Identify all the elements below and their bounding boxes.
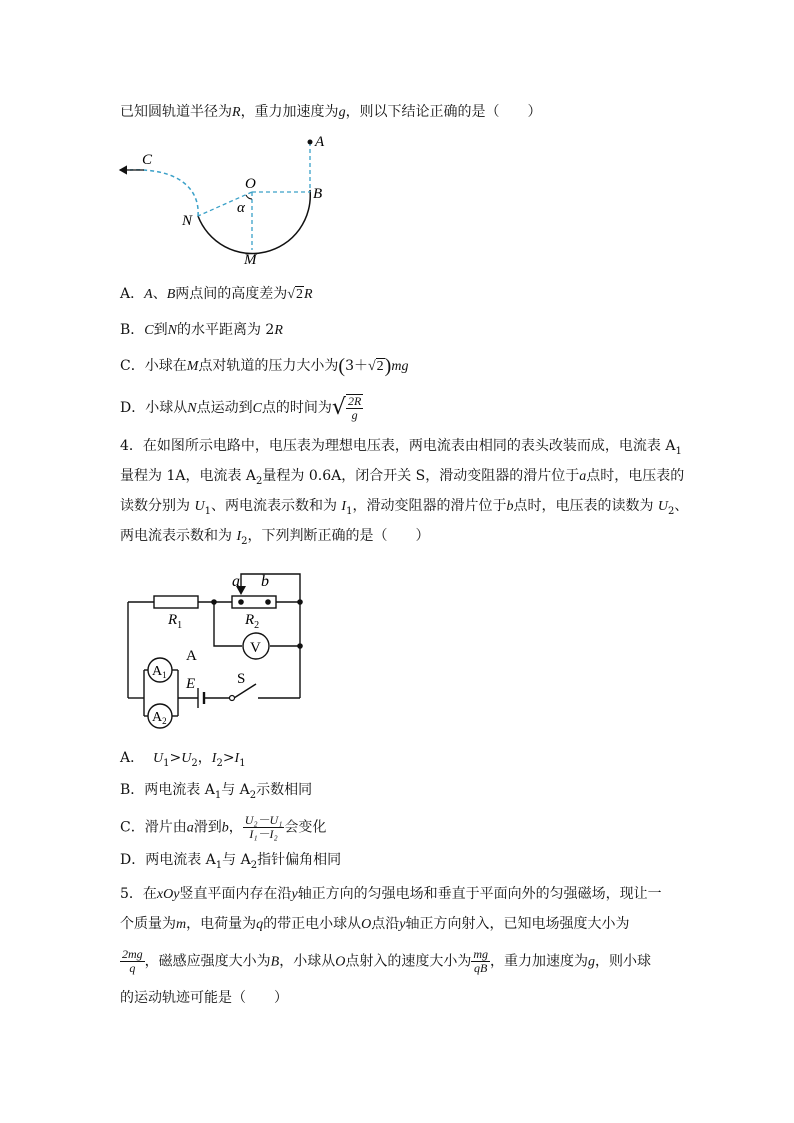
denominator: g — [351, 408, 358, 422]
q4-option-a[interactable] — [120, 748, 246, 774]
var-R: R — [303, 287, 313, 302]
numerator: 2R — [347, 394, 362, 408]
text: 点的时间为 — [261, 400, 332, 416]
text: 与 A — [222, 852, 251, 868]
q5-line-1 — [120, 884, 662, 905]
text: A — [144, 287, 153, 302]
var-R: R — [274, 323, 283, 338]
label-b: b — [261, 573, 269, 590]
q5-line-4 — [120, 988, 288, 1008]
fraction — [471, 948, 490, 975]
text: N — [187, 401, 197, 416]
text: 读数分别为 — [120, 498, 195, 514]
label-V: V — [250, 640, 261, 656]
q5-line-3 — [120, 948, 651, 975]
numerator: 2mg — [122, 947, 143, 961]
junction — [297, 599, 303, 605]
label-A: A — [315, 134, 325, 150]
var-xOy: xOy — [156, 887, 180, 902]
slider-a-dot — [238, 599, 244, 605]
junction — [297, 643, 303, 649]
text: 示数相同 — [256, 782, 313, 798]
text: 轴正方向的匀强电场和垂直于平面向外的匀强磁场，现让一 — [297, 886, 662, 902]
denominator: I₁－I₂ — [249, 827, 278, 841]
text: 滑到 — [193, 819, 222, 836]
q4-option-b[interactable] — [120, 780, 312, 806]
q3-option-c[interactable] — [120, 356, 408, 377]
text: ，下列判断正确的是（ ） — [247, 528, 430, 544]
text: 点射入的速度大小为 — [345, 953, 472, 970]
subscript: 1 — [675, 445, 682, 457]
q4-line-4 — [120, 526, 430, 552]
var-g: g — [588, 954, 596, 970]
fraction — [243, 814, 285, 841]
numerator: mg — [473, 947, 489, 961]
sqrt-expression: √2 — [367, 359, 384, 374]
text: 的水平距离为 2 — [176, 322, 275, 338]
label-A2-sub: 2 — [162, 716, 167, 726]
paren: ) — [384, 355, 392, 377]
text: ， — [197, 750, 212, 766]
var-B: B — [270, 954, 280, 970]
label-alpha: α — [237, 200, 245, 216]
text: 点沿 — [371, 916, 400, 932]
q3-option-b[interactable] — [120, 320, 283, 341]
text: 的运动轨迹可能是（ ） — [120, 990, 288, 1006]
text: 的带正电小球从 — [263, 916, 362, 932]
text: 轴正方向射入，已知电场强度大小为 — [405, 916, 630, 932]
sqrt-expression: √2 — [287, 287, 303, 302]
var-g: g — [338, 105, 346, 120]
point-A — [308, 140, 313, 145]
text: ，则小球 — [595, 953, 652, 970]
var-O: O — [335, 954, 346, 970]
q4-line-3 — [120, 496, 688, 522]
subscript: 2 — [668, 505, 675, 517]
option-letter: C． — [120, 819, 145, 836]
paren: ( — [338, 355, 346, 377]
var-b: b — [221, 820, 229, 836]
var-I: I — [236, 529, 242, 544]
text: 会变化 — [284, 819, 327, 836]
var-I: I — [341, 499, 347, 514]
q5-line-2 — [120, 914, 629, 935]
subscript: 1 — [163, 757, 170, 769]
resistor-R1 — [154, 596, 198, 608]
text: 点运动到 — [196, 400, 253, 416]
q3-option-d[interactable] — [120, 394, 363, 422]
var-q: q — [256, 917, 264, 932]
var-U: U — [194, 499, 205, 514]
var-O: O — [361, 917, 372, 932]
text: 3＋ — [345, 358, 368, 374]
text: > — [169, 750, 182, 766]
text: C — [252, 401, 262, 416]
label-A: A — [186, 648, 197, 664]
text: 两电流表 A — [144, 782, 215, 798]
text: > — [222, 750, 235, 766]
text: ，磁感应强度大小为 — [144, 953, 271, 970]
circuit-diagram — [118, 566, 318, 736]
text: 、 — [674, 498, 689, 514]
text: 小球在 — [144, 358, 187, 374]
text: 小球从 — [145, 400, 188, 416]
subscript: 1 — [346, 505, 353, 517]
text: 已知圆轨道半径为 — [120, 104, 232, 120]
option-letter: B． — [120, 322, 145, 338]
var-U: U — [153, 751, 164, 766]
option-letter: C． — [120, 358, 145, 374]
switch-contact — [230, 696, 235, 701]
text: ， — [228, 819, 243, 836]
subscript: 2 — [250, 859, 258, 871]
subscript: 1 — [214, 789, 222, 801]
label-a: a — [232, 573, 240, 590]
var-m: m — [176, 917, 187, 932]
var-I: I — [234, 751, 240, 766]
q4-line-1 — [120, 436, 682, 462]
label-A1-letter: A — [152, 664, 163, 679]
numerator: U₂－U₁ — [244, 813, 283, 827]
label-A1 — [152, 664, 167, 680]
label-C: C — [142, 152, 153, 168]
var-y: y — [399, 917, 406, 932]
label-A2 — [152, 710, 167, 726]
label-R1 — [167, 612, 182, 631]
subscript: 2 — [241, 535, 248, 547]
subscript: 1 — [215, 859, 223, 871]
radicand: 2 — [376, 359, 384, 374]
var-a: a — [579, 469, 587, 484]
text: 指针偏角相同 — [257, 852, 342, 868]
subscript: 2 — [216, 757, 223, 769]
question-3-stem-tail — [120, 102, 542, 123]
option-letter: B． — [120, 782, 145, 798]
text: 4．在如图所示电路中，电压表为理想电压表，两电流表由相同的表头改装而成，电流表 A — [120, 438, 676, 454]
track-diagram — [110, 130, 350, 270]
q4-option-c[interactable] — [120, 814, 326, 841]
label-S: S — [237, 671, 246, 687]
text: 两点间的高度差为 — [175, 286, 288, 302]
denominator: qB — [474, 961, 488, 975]
label-B: B — [313, 186, 323, 202]
var-a: a — [186, 820, 194, 836]
q3-option-a[interactable] — [120, 284, 313, 305]
label-R1-sub: 1 — [177, 620, 183, 631]
label-E: E — [186, 676, 196, 692]
text: M — [186, 359, 199, 374]
q4-option-d[interactable] — [120, 850, 341, 876]
text: 点时，电压表的 — [586, 468, 685, 484]
text: ，小球从 — [279, 953, 336, 970]
label-R1-letter: R — [168, 612, 178, 628]
var-y: y — [291, 887, 298, 902]
text: ，重力加速度为 — [240, 104, 339, 120]
dashed-trajectory — [130, 170, 198, 216]
subscript: 1 — [239, 757, 246, 769]
subscript: 2 — [191, 757, 198, 769]
var-U: U — [181, 751, 192, 766]
text: N — [167, 323, 177, 338]
label-A2-letter: A — [152, 710, 163, 725]
subscript: 2 — [249, 789, 257, 801]
text: 点时，电压表的读数为 — [513, 498, 658, 514]
radicand: 2 — [295, 287, 303, 302]
text: ，重力加速度为 — [490, 953, 589, 970]
var-U: U — [657, 499, 669, 514]
text: 两电流表示数和为 — [120, 528, 237, 544]
text: 5．在 — [120, 886, 157, 902]
slider-b-dot — [265, 599, 271, 605]
label-R2-sub: 2 — [254, 620, 260, 631]
label-M: M — [244, 252, 257, 268]
circular-track — [198, 190, 310, 254]
option-letter: A． — [120, 286, 145, 302]
var-b: b — [506, 499, 514, 514]
fraction — [120, 948, 145, 975]
text: 与 A — [221, 782, 250, 798]
text: C — [144, 323, 154, 338]
option-letter: A． — [120, 750, 145, 766]
text: 量程为 1A，电流表 A — [120, 468, 257, 484]
label-R2-letter: R — [245, 612, 255, 628]
label-A1-sub: 1 — [162, 670, 167, 680]
subscript: 2 — [256, 475, 263, 487]
text: 竖直平面内存在沿 — [179, 886, 292, 902]
sqrt-sign: √ — [331, 395, 346, 420]
text: 、两电流表示数和为 — [210, 498, 342, 514]
text: ，电荷量为 — [186, 916, 257, 932]
text: ，滑动变阻器的滑片位于 — [352, 498, 507, 514]
var-R: R — [232, 105, 241, 120]
text: 滑片由 — [144, 819, 187, 836]
fraction — [346, 394, 363, 422]
text: mg — [391, 359, 409, 374]
text: 点对轨道的压力大小为 — [198, 358, 339, 374]
subscript: 1 — [204, 505, 211, 517]
text: ，则以下结论正确的是（ ） — [345, 104, 542, 120]
angle-alpha-arc — [246, 195, 252, 199]
q4-line-2 — [120, 466, 684, 492]
slider-wire — [241, 574, 300, 602]
label-R2 — [244, 612, 259, 631]
option-letter: D． — [120, 400, 146, 416]
junction — [211, 599, 217, 605]
var-I: I — [211, 751, 217, 766]
text: 、 — [152, 286, 167, 302]
text: B — [166, 287, 176, 302]
label-O: O — [245, 176, 256, 192]
denominator: q — [129, 961, 136, 975]
label-N: N — [182, 213, 193, 229]
text: 量程为 0.6A，闭合开关 S，滑动变阻器的滑片位于 — [262, 468, 580, 484]
text: 到 — [153, 322, 168, 338]
option-letter: D． — [120, 852, 146, 868]
text: 两电流表 A — [145, 852, 216, 868]
text: 个质量为 — [120, 916, 176, 932]
